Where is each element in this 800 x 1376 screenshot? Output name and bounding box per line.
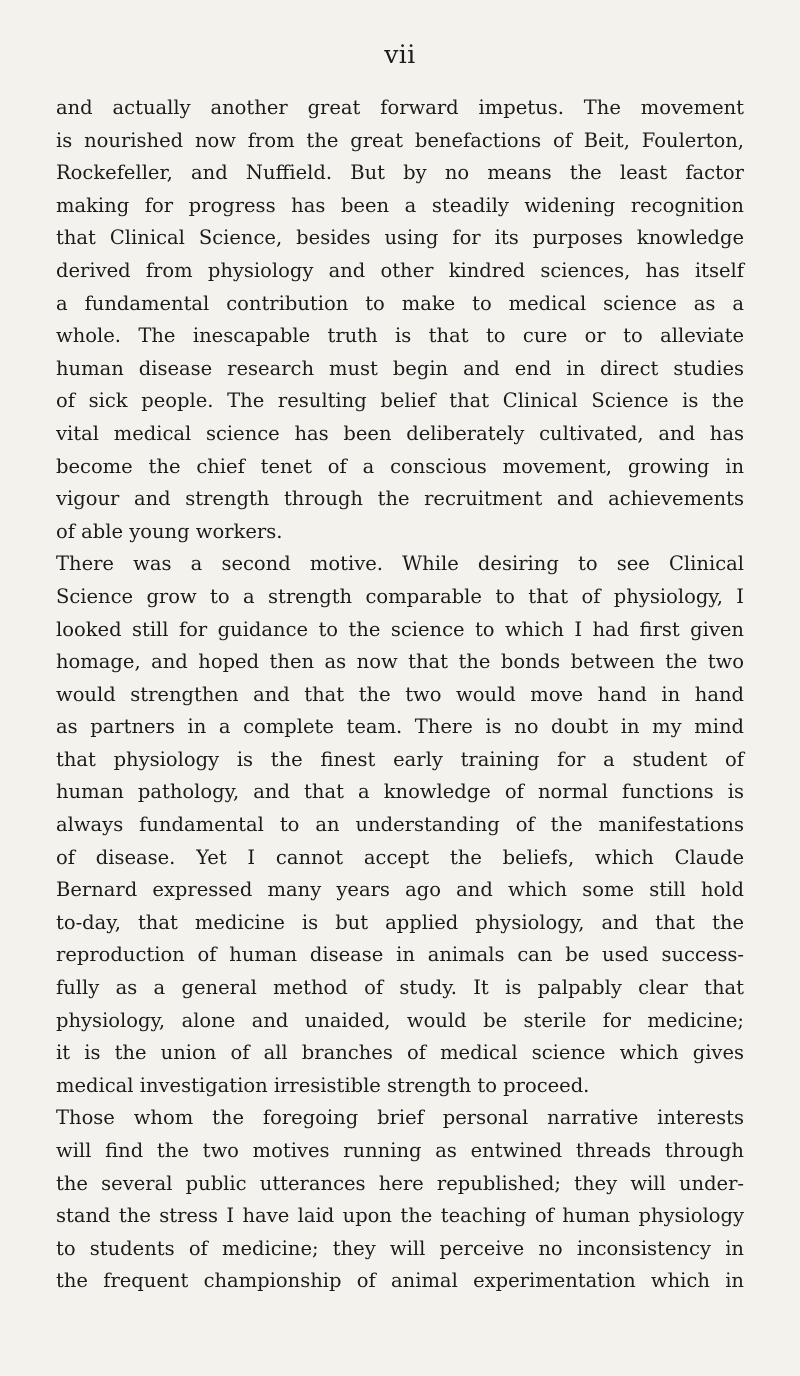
text-line: physiology, alone and unaided, would be sterile for medicine; <box>56 1008 744 1032</box>
text-line: Science grow to a strength comparable to that of physiology, I <box>56 584 744 608</box>
text-line: always fundamental to an understanding of the manifestations <box>56 813 744 837</box>
text-line: whole. The inescapable truth is that to cure or to alleviate <box>56 324 744 348</box>
text-line: would strengthen and that the two would move hand in hand <box>56 682 744 706</box>
text-line: homage, and hoped then as now that the bonds between the two <box>56 650 744 674</box>
text-line: the frequent championship of animal experimentation which in <box>56 1269 744 1293</box>
text-line: as partners in a complete team. There is no doubt in my mind <box>56 715 744 739</box>
text-line: Those whom the foregoing brief personal narrative interests <box>56 1106 744 1130</box>
text-line: the several public utterances here republished; they will under- <box>56 1171 744 1195</box>
text-line: stand the stress I have laid upon the teaching of human physiology <box>56 1204 744 1228</box>
text-line: looked still for guidance to the science to which I had first given <box>56 617 744 641</box>
text-line: vital medical science has been deliberately cultivated, and has <box>56 421 744 445</box>
text-line: reproduction of human disease in animals can be used success- <box>56 943 744 967</box>
text-line: fully as a general method of study. It is palpably clear that <box>56 976 744 1000</box>
text-line: to students of medicine; they will perceive no inconsistency in <box>56 1236 744 1260</box>
page-number: vii <box>384 40 416 69</box>
text-line: There was a second motive. While desiring to see Clinical <box>56 552 744 576</box>
text-line: to-day, that medicine is but applied physiology, and that the <box>56 910 744 934</box>
text-line: a fundamental contribution to make to medical science as a <box>56 291 744 315</box>
text-line: Rockefeller, and Nuffield. But by no means the least factor <box>56 161 744 185</box>
text-line: is nourished now from the great benefactions of Beit, Foulerton, <box>56 128 744 152</box>
body-text <box>56 92 744 1298</box>
text-line: making for progress has been a steadily widening recognition <box>56 193 744 217</box>
text-line: become the chief tenet of a conscious movement, growing in <box>56 454 744 478</box>
text-line: of disease. Yet I cannot accept the beliefs, which Claude <box>56 845 744 869</box>
text-line: medical investigation irresistible strength to proceed. <box>56 1073 590 1097</box>
text-line: Bernard expressed many years ago and which some still hold <box>56 878 744 902</box>
text-line: and actually another great forward impetus. The movement <box>56 96 744 119</box>
text-line: it is the union of all branches of medical science which gives <box>56 1041 744 1065</box>
text-line: human disease research must begin and end in direct studies <box>56 356 744 380</box>
text-line: that Clinical Science, besides using for its purposes knowledge <box>56 226 744 250</box>
text-line: derived from physiology and other kindred sciences, has itself <box>56 258 744 282</box>
text-line: of able young workers. <box>56 519 283 543</box>
text-line: human pathology, and that a knowledge of normal functions is <box>56 780 744 804</box>
text-line: of sick people. The resulting belief that Clinical Science is the <box>56 389 744 413</box>
text-line: that physiology is the finest early training for a student of <box>56 747 744 771</box>
text-line: vigour and strength through the recruitment and achievements <box>56 487 744 511</box>
text-line: will find the two motives running as entwined threads through <box>56 1139 744 1162</box>
